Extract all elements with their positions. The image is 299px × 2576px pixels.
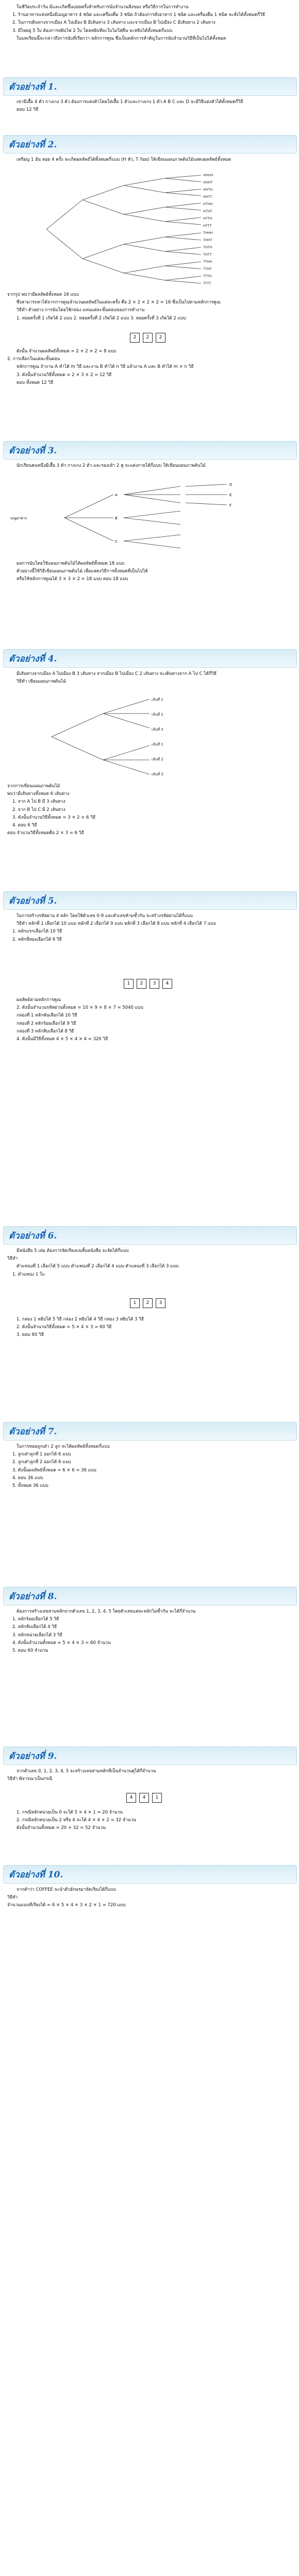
section-body [7, 913, 292, 944]
text-line: ในการสร้างรหัสผ่าน 4 หลัก โดยใช้ตัวเลข 0-9 และตัวเลขห้ามซ้ำกัน จะสร้างรหัสผ่านได้กี่แบบ [16, 913, 193, 919]
section-body [7, 1887, 292, 1910]
tree-leaf-label: TTTT [203, 281, 211, 285]
section-header [3, 1747, 297, 1765]
text-line: 2. การเลือกในแต่ละขั้นตอน [7, 357, 60, 362]
section-header [3, 649, 297, 668]
count-box: 1 [130, 1298, 140, 1308]
tree-leaf-label: TTHT [203, 267, 212, 271]
answer-line: ดังนั้นจำนวนทั้งหมด = 20 + 32 = 52 จำนวน [16, 1825, 106, 1831]
tree-leaf-label: THTT [203, 252, 212, 257]
section-title: ตัวอย่างที่ 4. [9, 654, 57, 664]
answer-line: 3. ตอบ 60 วิธี [16, 1332, 44, 1338]
section-body [7, 1444, 292, 1490]
tree-leaf-label: HHTT [203, 195, 212, 199]
section-body [7, 1248, 292, 1279]
text-line: วิธีทำ [7, 1895, 18, 1901]
section-title: ตัวอย่างที่ 6. [9, 1231, 57, 1241]
text-line: วิธีทำ เขียนแผนภาพต้นไม้ [16, 679, 67, 685]
intro-item: 2. ในการเดินทางจากเมือง A ไปเมือง B มีเส้นทาง 3 เส้นทาง และจากเมือง B ไปเมือง C มีเส้นทาง 2 เส้นทาง [12, 20, 215, 26]
tree-root-label: เมนูอาหาร [10, 516, 27, 520]
answer-line: หรือใช้หลักการคูณได้ 3 × 3 × 2 = 18 แบบ ตอบ 18 แบบ [16, 577, 128, 582]
text-line: ตำแหน่งที่ 1 เลือกได้ 5 แบบ ตำแหน่งที่ 2 เลือกได้ 4 แบบ ตำแหน่งที่ 3 เลือกได้ 3 แบบ [16, 1264, 179, 1269]
tree-leaf-label: เส้นที่ 1 [152, 698, 163, 702]
text-line: ตัวอย่างนี้ใช้วิธีเขียนแผนภาพต้นไม้ เพื่อแสดงวิธีการทั้งหมดที่เป็นไปได้ [16, 569, 148, 574]
text-line: 1. จาก A ไป B มี 3 เส้นทาง [12, 799, 65, 805]
count-box: 2 [156, 333, 165, 343]
section-header [3, 1422, 297, 1440]
count-box: 2 [137, 979, 146, 989]
section-title: ตัวอย่างที่ 3. [9, 446, 57, 456]
tree-leaf-label: THHH [203, 231, 213, 235]
tree-leaf-label: HHTH [203, 188, 213, 192]
section-header [3, 77, 297, 96]
count-box: 2 [130, 333, 140, 343]
answer-line: 5. ตอบ 60 จำนวน [12, 1648, 48, 1653]
text-line: วิธีทำ หลักที่ 1 เลือกได้ 10 แบบ หลักที่ 2 เลือกได้ 9 แบบ หลักที่ 3 เลือกได้ 8 แบบ หลักที่ 4 เลือกได้ 7 แบบ [16, 921, 217, 927]
text-line: วิธีทำ ตัวอย่าง การนับโดยใช้กล่อง แทนแต่ละขั้นตอนของการทำงาน [16, 308, 145, 313]
text-line: ผลลัพธ์ตามหลักการคูณ [16, 997, 61, 1003]
text-line: 2. หลักที่สองเลือกได้ 9 วิธี [12, 937, 62, 942]
section-title: ตัวอย่างที่ 8. [9, 1591, 57, 1602]
text-line: 2. จาก B ไป C มี 2 เส้นทาง [12, 807, 65, 812]
text-line: 3. ดังนั้นจำนวนวิธีทั้งหมด = 3 × 2 = 6 วิธี [12, 815, 96, 820]
text-line: 1. กล่อง 1 หยิบได้ 5 วิธี กล่อง 2 หยิบได้ 4 วิธี กล่อง 3 หยิบได้ 3 วิธี [16, 1317, 144, 1322]
text-line: 1. ลูกเต๋าลูกที่ 1 ออกได้ 6 แบบ [12, 1452, 71, 1458]
answer-line: จำนวนแบบที่เรียงได้ = 6 × 5 × 4 × 3 × 2 × 1 = 720 แบบ [7, 1903, 126, 1908]
count-box: 2 [143, 333, 153, 343]
tree-leaf-label: THHT [203, 238, 212, 242]
text-line: กล่องที่ 3 หลักสิบเลือกได้ 8 วิธี [16, 1028, 74, 1034]
text-line: ต้องการสร้างเลขสามหลักจากตัวเลข 1, 2, 3, 4, 5 โดยตัวเลขแต่ละหลักไม่ซ้ำกัน จะได้กี่จำนวน [16, 1609, 196, 1614]
section-header [3, 1587, 297, 1605]
section-body [7, 561, 292, 584]
text-line: 1. ตำแหน่ง 1 ใบ [12, 1272, 45, 1277]
answer-line: ตอบ ทั้งหมด 12 วิธี [16, 380, 54, 385]
text-line: 1. หลักแรกเลือกได้ 10 วิธี [12, 929, 62, 935]
text-line: ผลการนับโดยใช้แผนภาพต้นไม้ได้ผลลัพธ์ทั้งหมด 18 แบบ [16, 561, 125, 566]
count-box: 3 [150, 979, 159, 989]
text-line: 3. ดังนั้นจำนวนวิธีทั้งหมด = 2 × 3 × 2 = 12 วิธี [16, 372, 112, 378]
text-line: 2. ดังนั้นจำนวนวิธีทั้งหมด = 5 × 4 × 3 = 60 วิธี [16, 1325, 112, 1330]
tree-leaf-label: เส้นที่ 2 [152, 757, 163, 761]
text-line: มีเส้นทางจากเมือง A ไปเมือง B 3 เส้นทาง จากเมือง B ไปเมือง C 2 เส้นทาง จะเดินทางจาก A ไป C ได้กี่วิธี [16, 671, 217, 676]
text-line: จากตัวเลข 0, 1, 2, 3, 4, 5 จะสร้างเลขสามหลักที่เป็นจำนวนคู่ได้กี่จำนวน [16, 1769, 156, 1774]
tree-node-label: C [115, 539, 118, 544]
count-box: 4 [126, 1793, 136, 1803]
answer-line: 4. ดังนั้นมีวิธีทั้งหมด 4 × 5 × 4 × 4 = 320 วิธี [16, 1036, 108, 1042]
section-body [7, 292, 292, 323]
section-title: ตัวอย่างที่ 1. [9, 82, 57, 92]
section-title: ตัวอย่างที่ 10. [9, 1870, 63, 1880]
tree-diagram [41, 693, 227, 781]
section-header [3, 891, 297, 910]
answer-line: ตอบ จำนวนวิธีทั้งหมดคือ 2 × 3 = 6 วิธี [7, 831, 84, 836]
tree-leaf-label: D [229, 483, 232, 487]
tree-leaf-label: HHHH [203, 173, 213, 177]
tree-leaf-label: HTHT [203, 209, 212, 213]
text-line: ดังนั้น จำนวนผลลัพธ์ทั้งหมด = 2 × 2 × 2 = 8 แบบ [16, 349, 117, 354]
intro-block [7, 4, 292, 43]
text-line: เหรียญ 1 อัน ทอย 4 ครั้ง จะเกิดผลลัพธ์ได้ทั้งหมดกี่แบบ (H หัว, T ก้อย) ให้เขียนแผนภาพต้นไม้แสดงผลลัพธ์ทั้งหมด [16, 157, 231, 162]
text-line: จากคำว่า COFFEE จะนำตัวอักษรมาจัดเรียงได้กี่แบบ [16, 1887, 116, 1892]
section-title: ตัวอย่างที่ 5. [9, 896, 57, 906]
section-body [7, 997, 292, 1044]
count-box: 2 [143, 1298, 153, 1308]
text-line: 1. กรณีหลักหน่วยเป็น 0 จะได้ 5 × 4 × 1 = 20 จำนวน [16, 1810, 123, 1815]
section-title: ตัวอย่างที่ 7. [9, 1427, 57, 1437]
count-box: 4 [162, 979, 172, 989]
tree-diagram [10, 479, 289, 556]
text-line: กล่องที่ 1 หลักพันเลือกได้ 10 วิธี [16, 1013, 77, 1019]
text-line: กล่องที่ 2 หลักร้อยเลือกได้ 9 วิธี [16, 1021, 76, 1026]
text-line: ในการทอยลูกเต๋า 2 ลูก จะได้ผลลัพธ์ทั้งหมดกี่แบบ [16, 1444, 110, 1449]
text-line: หลักการคูณ ถ้างาน A ทำได้ m วิธี และงาน B ทำได้ n วิธี แล้วงาน A และ B ทำได้ m × n วิธี [16, 364, 194, 370]
answer-line: 5. ทั้งหมด 36 แบบ [12, 1483, 48, 1488]
text-line: 2. ดังนั้นจำนวนรหัสผ่านทั้งหมด = 10 × 9 × 8 × 7 = 5040 แบบ [16, 1005, 143, 1011]
section-title: ตัวอย่างที่ 2. [9, 140, 57, 150]
text-line: เขามีเสื้อ 4 ตัว กางเกง 3 ตัว ต้องการแต่งตัวโดยใส่เสื้อ 1 ตัวและกางเกง 1 ตัว A B C และ D จะมีวิธีแต่งตัวได้ทั้งหมดกี่วิธี [16, 99, 243, 105]
text-line: 1. หลักร้อยเลือกได้ 5 วิธี [12, 1617, 59, 1622]
section-body [7, 157, 292, 164]
section-header [3, 1865, 297, 1884]
section-body [7, 671, 292, 686]
section-body [7, 348, 292, 387]
count-box: 4 [139, 1793, 149, 1803]
text-line: 3. ดังนั้นผลลัพธ์ทั้งหมด = 6 × 6 = 36 แบบ [12, 1467, 96, 1473]
tree-leaf-label: F [229, 503, 232, 507]
box-row [130, 1298, 165, 1308]
text-line: มีหนังสือ 5 เล่ม ต้องการจัดเรียงบนชั้นหนังสือ จะจัดได้กี่แบบ [16, 1248, 129, 1253]
tree-leaf-label: เส้นที่ 2 [152, 713, 163, 717]
intro-item: 3. มีไพ่อยู่ 5 ใบ ต้องการหยิบไพ่ 2 ใบ โดยหยิบทีละใบไม่ใส่คืน จะหยิบได้ทั้งหมดกี่แบบ [12, 28, 173, 33]
text-line: วิธีทำ [7, 1256, 18, 1262]
intro-paragraph: ในชีวิตประจำวัน มีเเละเกิดขึ้นบ่อยครั้งสำหรับการนับจำนวนสิ่งของ หรือวิธีการในการทำงาน [16, 5, 189, 10]
section-body [7, 1316, 292, 1340]
tree-leaf-label: HTTH [203, 216, 212, 221]
tree-leaf-label: TTTH [203, 274, 212, 278]
section-body [7, 99, 292, 114]
tree-diagram [36, 170, 253, 289]
text-line: จากการเขียนแผนภาพต้นไม้ [7, 784, 60, 789]
section-body [7, 1608, 292, 1655]
tree-leaf-label: HTTT [203, 224, 212, 228]
section-title: ตัวอย่างที่ 9. [9, 1751, 57, 1761]
tree-leaf-label: HTHH [203, 202, 213, 206]
tree-leaf-label: HHHT [203, 180, 213, 184]
text-line: 4. ดังนั้นจำนวนทั้งหมด = 5 × 4 × 3 = 60 จำนวน [12, 1640, 111, 1646]
count-box: 1 [124, 979, 134, 989]
text-line: 2. กรณีหลักหน่วยเป็น 2 หรือ 4 จะได้ 4 × 4 × 2 = 32 จำนวน [16, 1818, 137, 1823]
box-row [124, 979, 172, 989]
section-header [3, 1226, 297, 1245]
tree-node-label: B [115, 516, 118, 520]
intro-item: 1. ร้านอาหารแห่งหนึ่งมีเมนูอาหาร 4 ชนิด และเครื่องดื่ม 3 ชนิด ถ้าต้องการสั่งอาหาร 1 ชนิด และเครื่องดื่ม 1 ชนิด จะสั่งได้ทั้งหมดกี่วิธี [12, 12, 265, 18]
section-body [7, 463, 292, 470]
text-line: วิธีทำ พิจารณาเป็นกรณี [7, 1776, 53, 1782]
box-row [126, 1793, 162, 1803]
section-body [7, 783, 292, 838]
text-line: นักเรียนคนหนึ่งมีเสื้อ 3 ตัว กางเกง 2 ตัว และรองเท้า 2 คู่ จะแต่งกายได้กี่แบบ ให้เขียนแผนภาพต้นไม้ [16, 463, 206, 468]
tree-leaf-label: TTHH [203, 260, 212, 264]
tree-leaf-label: E [229, 493, 232, 497]
answer-line: ตอบ 12 วิธี [16, 107, 39, 113]
tree-leaf-label: THTH [203, 245, 212, 249]
text-line: ซึ่งสามารถหาได้จากการคูณจำนวนผลลัพธ์ในแต่ละครั้ง คือ 2 × 2 × 2 × 2 = 16 ซึ่งเป็นไปตามหลักการคูณ [16, 300, 221, 306]
section-header [3, 135, 297, 154]
text-line: 4. ตอบ 36 แบบ [12, 1475, 43, 1481]
intro-paragraph: ในบทเรียนนี้จะกล่าวถึงการนับที่เรียกว่า หลักการคูณ ซึ่งเป็นหลักการสำคัญในการนับจำนวนวิธีที่เป็นไปได้ทั้งหมด [16, 36, 226, 41]
tree-leaf-label: เส้นที่ 1 [152, 742, 163, 747]
tree-leaf-label: เส้นที่ 3 [152, 772, 163, 776]
text-line: 4. ตอบ 6 วิธี [12, 822, 37, 828]
tree-leaf-label: เส้นที่ 3 [152, 727, 163, 732]
text-line: 2. ลูกเต๋าลูกที่ 2 ออกได้ 6 แบบ [12, 1460, 71, 1465]
text-line: 2. หลักสิบเลือกได้ 4 วิธี [12, 1624, 57, 1630]
count-box: 1 [152, 1793, 162, 1803]
tree-node-label: A [115, 493, 118, 497]
text-line: 3. หลักหน่วยเลือกได้ 3 วิธี [12, 1632, 62, 1638]
text-line: จากรูป พบว่ามีผลลัพธ์ทั้งหมด 16 แบบ [7, 292, 79, 297]
count-box: 3 [156, 1298, 165, 1308]
text-line: พบว่ามีเส้นทางทั้งหมด 6 เส้นทาง [7, 791, 70, 797]
box-row [130, 333, 165, 343]
text-line: 1. ทอยครั้งที่ 1 เกิดได้ 2 แบบ 2. ทอยครั้งที่ 2 เกิดได้ 2 แบบ 3. ทอยครั้งที่ 3 เกิดได้ 2 แบบ [16, 315, 186, 321]
section-header [3, 441, 297, 460]
section-body [7, 1768, 292, 1784]
section-body [7, 1809, 292, 1833]
